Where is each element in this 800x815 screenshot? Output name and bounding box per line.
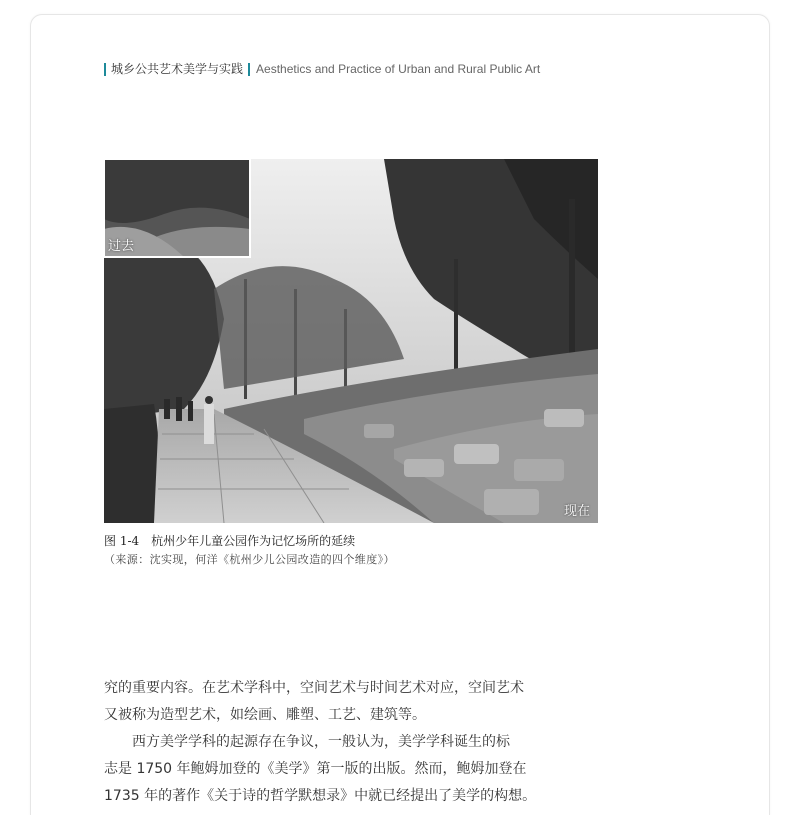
running-head-title-cn: 城乡公共艺术美学与实践 [111, 62, 244, 76]
body-text [104, 675, 564, 810]
body-line-3: 西方美学学科的起源存在争议，一般认为，美学学科诞生的标 [132, 734, 510, 750]
inset-label-past: 过去 [108, 239, 135, 254]
body-line-5: 1735 年的著作《关于诗的哲学默想录》中就已经提出了美学的构想。 [104, 788, 537, 804]
park-photo [104, 159, 598, 523]
book-page [30, 14, 770, 815]
park-photo-illustration [104, 159, 598, 523]
running-head [104, 61, 540, 77]
running-head-bar-left [104, 63, 106, 76]
body-line-4: 志是 1750 年鲍姆加登的《美学》第一版的出版。然而，鲍姆加登在 [104, 761, 527, 777]
running-head-bar-right [248, 63, 250, 76]
body-line-1: 究的重要内容。在艺术学科中，空间艺术与时间艺术对应，空间艺术 [104, 680, 524, 696]
body-line-2: 又被称为造型艺术，如绘画、雕塑、工艺、建筑等。 [104, 707, 426, 723]
running-head-title-en: Aesthetics and Practice of Urban and Rural Public Art [256, 62, 541, 76]
figure-caption: 图 1-4 杭州少年儿童公园作为记忆场所的延续 [104, 534, 356, 548]
photo-label-now: 现在 [563, 504, 590, 519]
figure-source: （来源：沈实现，何洋《杭州少儿公园改造的四个维度》） [104, 553, 395, 566]
